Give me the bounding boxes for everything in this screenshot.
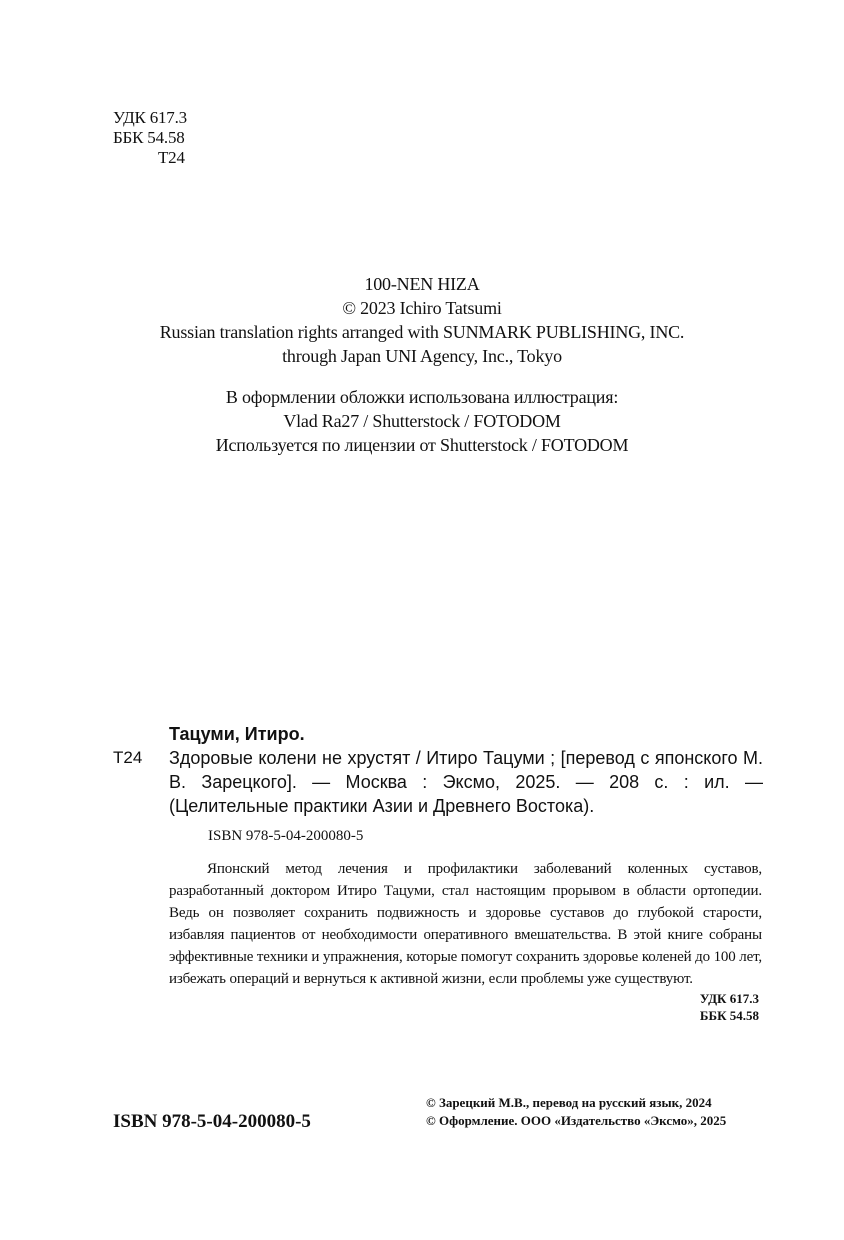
catalog-entry-row	[113, 746, 763, 818]
catalog-udk: УДК 617.3	[699, 991, 759, 1006]
agency-line: through Japan UNI Agency, Inc., Tokyo	[282, 346, 562, 366]
license-line: Используется по лицензии от Shutterstock / FOTODOM	[215, 435, 629, 455]
footer-isbn: ISBN 978-5-04-200080-5	[113, 1111, 311, 1132]
catalog-entry: Здоровые колени не хрустят / Итиро Тацуми ; [перевод с японского М. В. Зарецкого]. — Москва : Эксмо, 2025. — 208 с. : ил. — (Целительные практики Азии и Древнего Востока).	[169, 748, 763, 816]
original-copyright: © 2023 Ichiro Tatsumi	[342, 298, 502, 318]
original-title: 100-NEN HIZA	[364, 274, 480, 294]
udk-code: УДК 617.3	[113, 108, 187, 127]
cover-credit: Vlad Ra27 / Shutterstock / FOTODOM	[283, 411, 561, 431]
catalog-abstract: Японский метод лечения и профилактики заболеваний коленных суставов, разработанный доктором Итиро Тацуми, стал настоящим прорывом в области ортопедии. Ведь он позволяет сохранить подвижность и здоровье суставов до глубокой старости, избавляя пациентов от необходимости оперативного вмешательства. В этой книге собраны эффективные техники и упражнения, которые помогут сохранить здоровье коленей до 100 лет, избежать операций и вернуться к активной жизни, если проблемы уже существуют.	[169, 861, 762, 987]
footer-copyrights	[426, 1094, 726, 1130]
catalog-author: Тацуми, Итиро.	[169, 724, 305, 744]
copyright-translation: © Зарецкий М.В., перевод на русский язык, 2024	[426, 1095, 712, 1110]
catalog-card	[113, 722, 763, 1024]
catalog-codes	[113, 990, 759, 1024]
catalog-isbn: ISBN 978-5-04-200080-5	[208, 828, 364, 844]
rights-block	[0, 272, 844, 457]
copyright-design: © Оформление. ООО «Издательство «Эксмо», 2025	[426, 1113, 727, 1128]
bbk-code: ББК 54.58	[113, 128, 185, 147]
catalog-mark: Т24	[113, 748, 143, 767]
spacer	[0, 368, 844, 385]
cover-note: В оформлении обложки использована иллюстрация:	[225, 387, 619, 407]
classification-block	[113, 108, 187, 168]
author-mark: Т24	[158, 148, 185, 167]
catalog-bbk: ББК 54.58	[699, 1008, 759, 1023]
translation-rights: Russian translation rights arranged with SUNMARK PUBLISHING, INC.	[159, 322, 685, 342]
